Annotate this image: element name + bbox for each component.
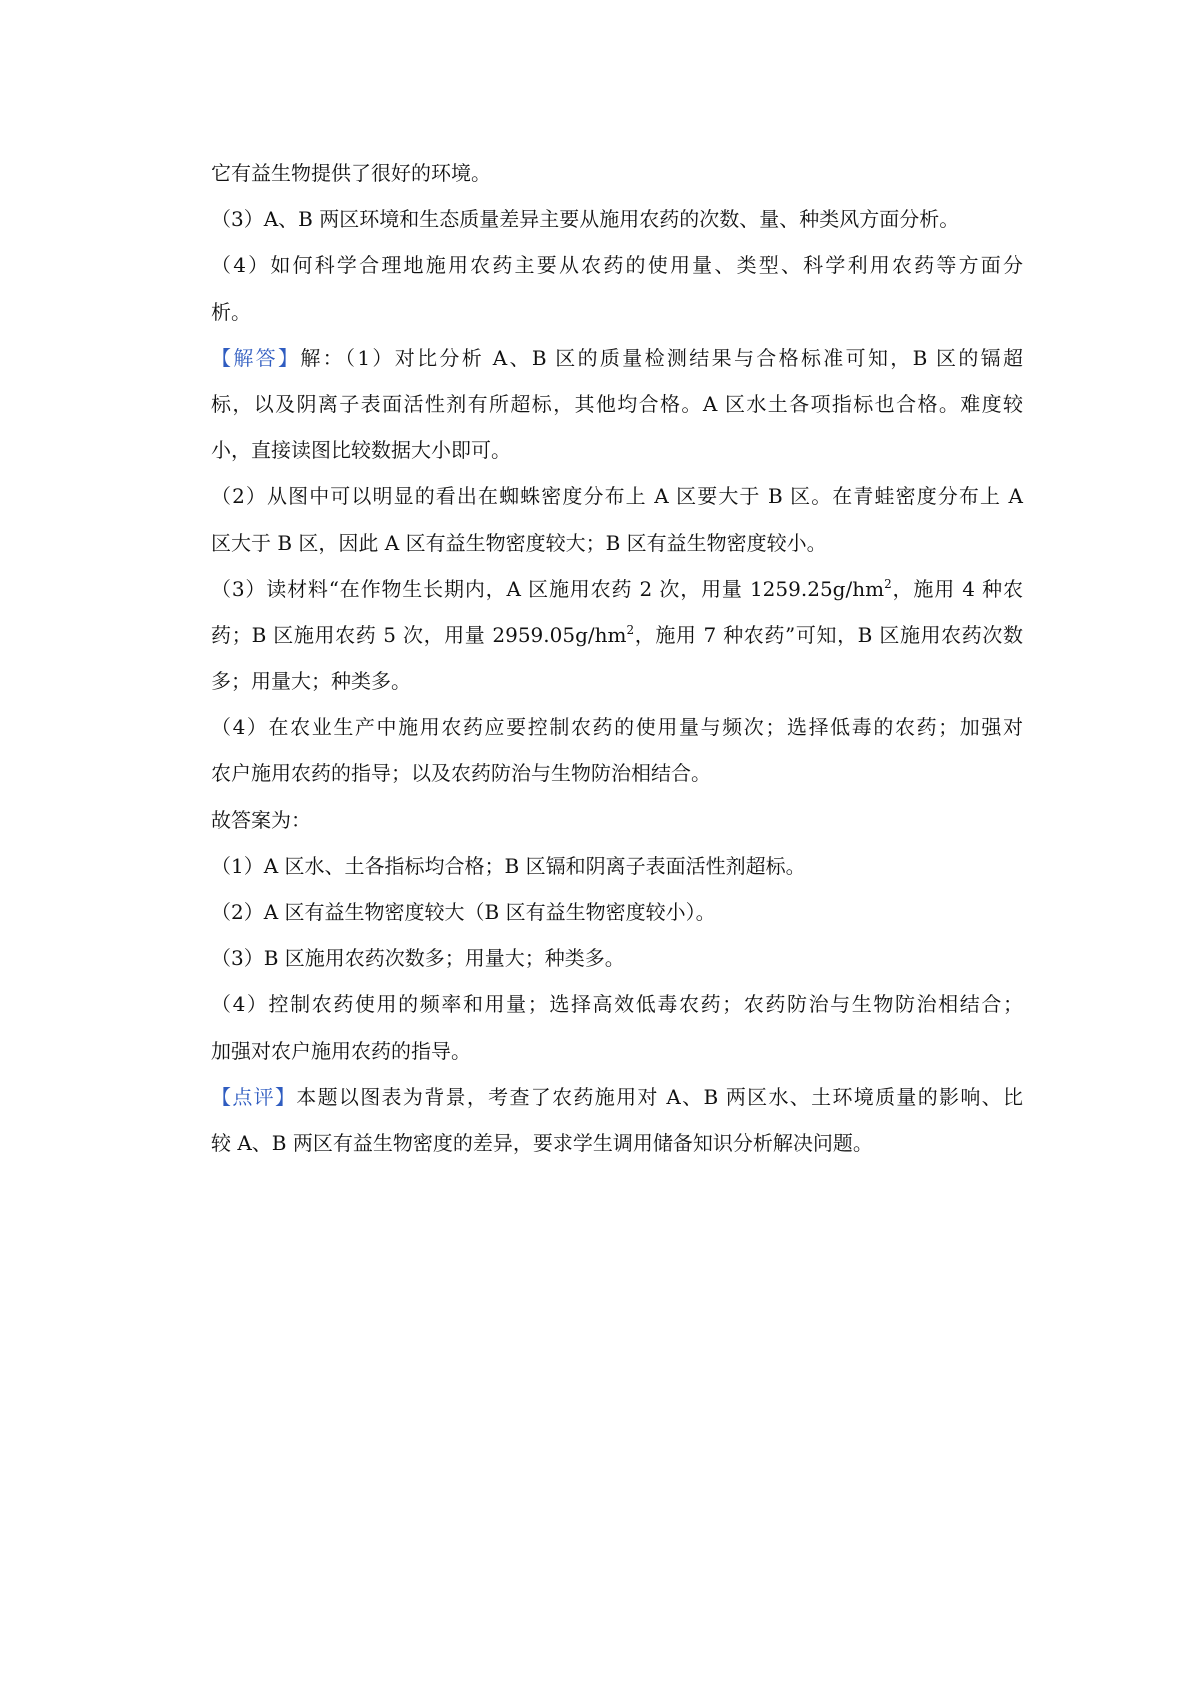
text-line-with-superscript [211, 566, 1023, 612]
superscript: 2 [884, 576, 892, 591]
text-line: 小，直接读图比较数据大小即可。 [211, 438, 511, 463]
text-segment: 药；B 区施用农药 5 次，用量 2959.05g/hm [211, 622, 627, 647]
document-body [211, 150, 1023, 1166]
text-line: 多；用量大；种类多。 [211, 669, 411, 694]
text-line: 加强对农户施用农药的指导。 [211, 1038, 471, 1063]
text-line: 它有益生物提供了很好的环境。 [211, 161, 491, 185]
text-line: （2）A 区有益生物密度较大（B 区有益生物密度较小）。 [211, 900, 716, 924]
superscript: 2 [626, 622, 635, 637]
text-line: （1）A 区水、土各指标均合格；B 区镉和阴离子表面活性剂超标。 [211, 853, 806, 878]
answer-text: 解：（1）对比分析 A、B 区的质量检测结果与合格标准可知，B 区的镉超 [300, 345, 1024, 370]
answer-tag: 【解答】 [211, 345, 301, 370]
text-line: 故答案为： [211, 807, 311, 832]
text-segment: ，施用 7 种农药”可知，B 区施用农药次数 [634, 622, 1023, 647]
text-line: 农户施用农药的指导；以及农药防治与生物防治相结合。 [211, 761, 711, 786]
answer-line [211, 335, 1023, 381]
text-line: （4）在农业生产中施用农药应要控制农药的使用量与频次；选择低毒的农药；加强对 [211, 715, 1023, 740]
text-line: （4）控制农药使用的频率和用量；选择高效低毒农药；农药防治与生物防治相结合； [211, 992, 1023, 1017]
text-segment: （3）读材料“在作物生长期内，A 区施用农药 2 次，用量 1259.25g/hm [211, 576, 885, 601]
text-line: 区大于 B 区，因此 A 区有益生物密度较大；B 区有益生物密度较小。 [211, 530, 827, 555]
text-line-with-superscript [211, 612, 1023, 658]
comment-text: 本题以图表为背景，考查了农药施用对 A、B 两区水、土环境质量的影响、比 [296, 1084, 1023, 1109]
text-line: 标，以及阴离子表面活性剂有所超标，其他均合格。A 区水土各项指标也合格。难度较 [211, 391, 1023, 416]
comment-tag: 【点评】 [211, 1084, 297, 1109]
text-line: （3）B 区施用农药次数多；用量大；种类多。 [211, 946, 625, 971]
text-line: 析。 [211, 299, 251, 324]
text-line: （3）A、B 两区环境和生态质量差异主要从施用农药的次数、量、种类风方面分析。 [211, 207, 960, 232]
text-line: 较 A、B 两区有益生物密度的差异，要求学生调用储备知识分析解决问题。 [211, 1130, 873, 1155]
text-line: （2）从图中可以明显的看出在蜘蛛密度分布上 A 区要大于 B 区。在青蛙密度分布上 A [211, 484, 1023, 509]
text-segment: ，施用 4 种农 [891, 576, 1023, 601]
comment-line [211, 1074, 1023, 1120]
text-line: （4）如何科学合理地施用农药主要从农药的使用量、类型、科学利用农药等方面分 [211, 253, 1023, 278]
